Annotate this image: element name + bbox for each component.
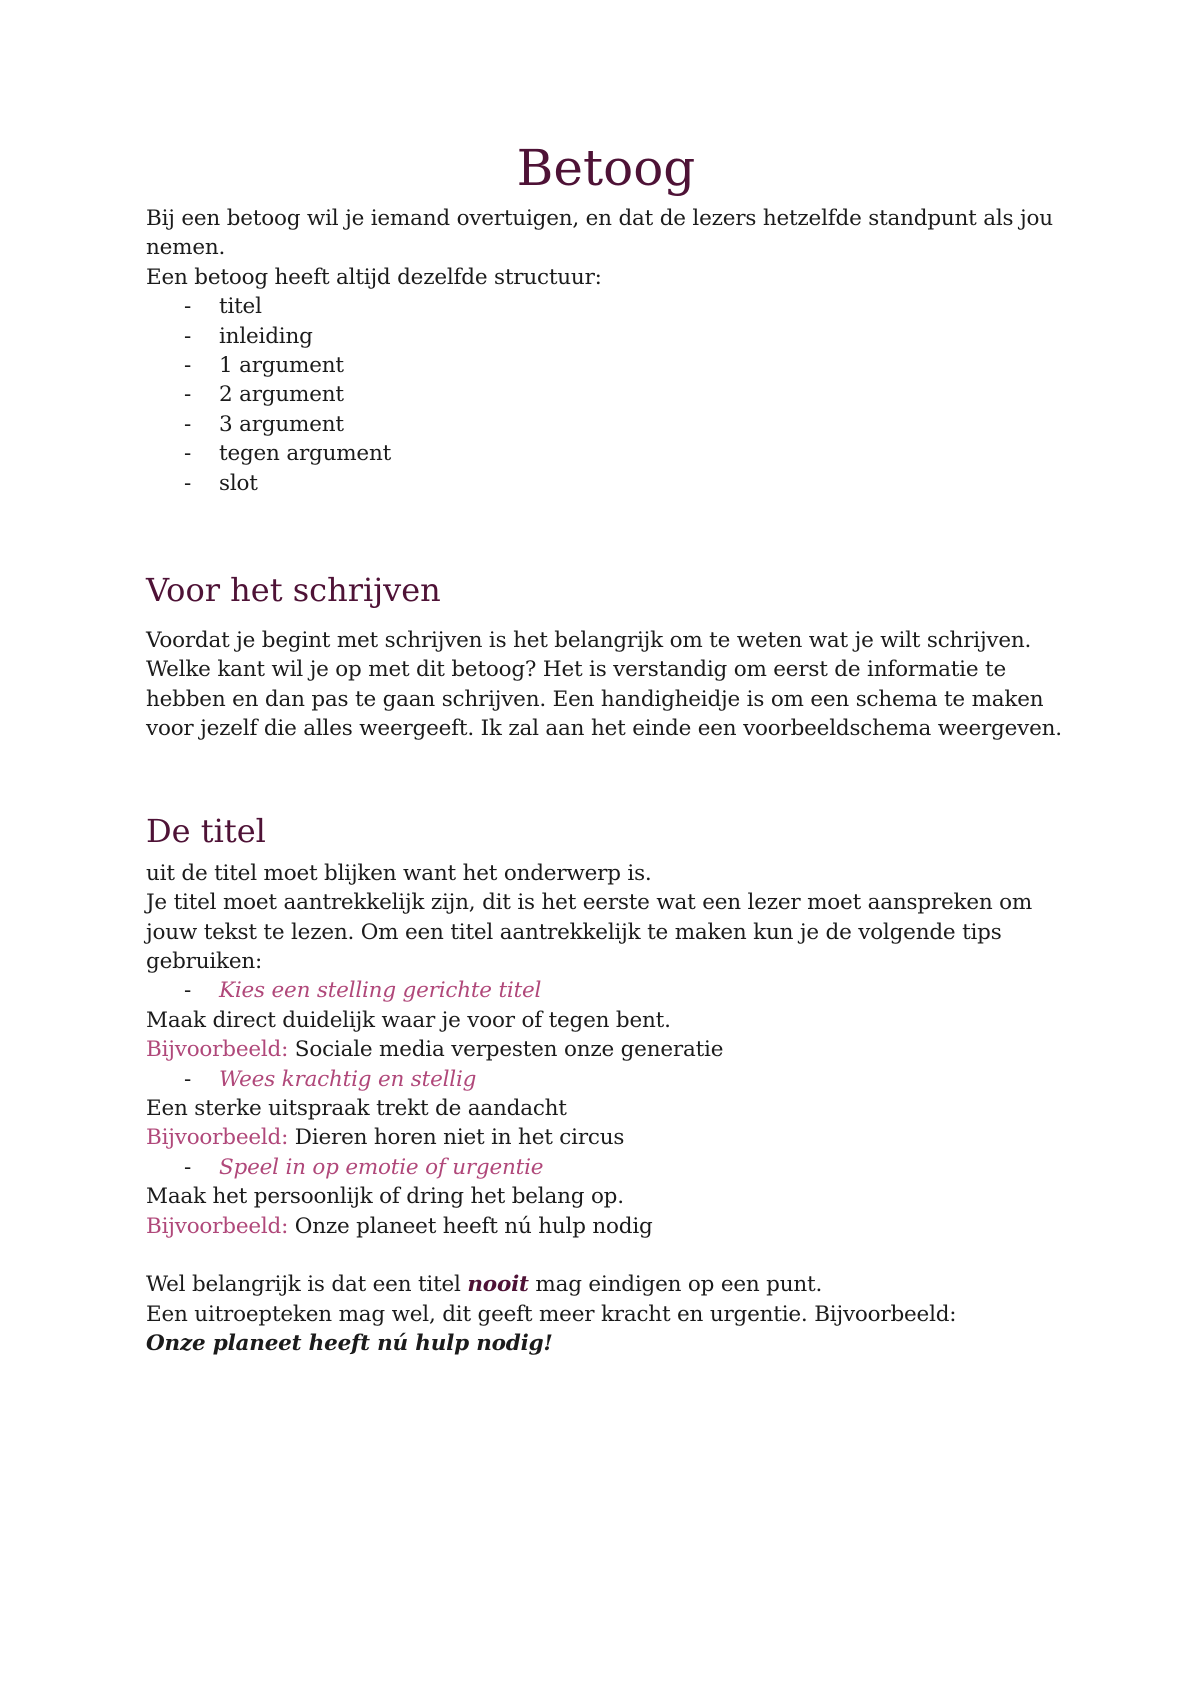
list-item [146,439,1066,468]
tip-list-2 [146,1065,1066,1094]
note-text-before: Wel belangrijk is dat een titel [146,1272,468,1298]
dash-bullet: - [184,382,192,408]
blank-line [146,1241,1066,1270]
list-item [146,292,1066,321]
structure-intro: Een betoog heeft altijd dezelfde structuur: [146,264,602,290]
dash-bullet: - [184,441,192,467]
example-text: Dieren horen niet in het circus [288,1125,625,1151]
list-item-text: titel [219,294,262,320]
document-page [146,138,1066,1359]
exclaim-line: Een uitroepteken mag wel, dit geeft meer kracht en urgentie. Bijvoorbeeld: [146,1301,957,1327]
example-label: Bijvoorbeeld: [146,1037,289,1063]
dash-bullet: - [184,978,192,1004]
list-item [146,469,1066,498]
tip-list-1 [146,976,1066,1005]
list-item [146,351,1066,380]
tip-item [146,976,1066,1005]
dash-bullet: - [184,411,192,437]
tip-explanation: Maak direct duidelijk waar je voor of tegen bent. [146,1007,671,1033]
dash-bullet: - [184,353,192,379]
note-emphasis: nooit [467,1272,529,1298]
list-item-text: 1 argument [219,353,344,379]
dash-bullet: - [184,1066,192,1092]
example-label: Bijvoorbeeld: [146,1213,289,1239]
dash-bullet: - [184,1154,192,1180]
example-label: Bijvoorbeeld: [146,1125,289,1151]
list-item-text: inleiding [219,323,313,349]
list-item [146,322,1066,351]
list-item-text: tegen argument [219,441,392,467]
tip-text: Wees krachtig en stellig [219,1066,477,1092]
tip-text: Kies een stelling gerichte titel [219,978,542,1004]
tip-example [146,1212,1066,1241]
final-example: Onze planeet heeft nú hulp nodig! [146,1331,553,1357]
list-item [146,410,1066,439]
structure-list [146,292,1066,498]
titel-line-2: Je titel moet aantrekkelijk zijn, dit is het eerste wat een lezer moet aanspreken om jouw tekst te lezen. Om een titel aantrekkelijk te maken kun je de volgende tips gebruiken: [146,890,1033,974]
dash-bullet: - [184,470,192,496]
tip-explanation: Een sterke uitspraak trekt de aandacht [146,1095,567,1121]
document-title: Betoog [516,139,696,197]
section-paragraph: Voordat je begint met schrijven is het belangrijk om te weten wat je wilt schrijven. Welke kant wil je op met dit betoog? Het is verstandig om eerst de informatie te hebben en dan pas te gaan schrijven. Een handigheidje is om een schema te maken voor jezelf die alles weergeeft. Ik zal aan het einde een voorbeeldschema weergeven. [146,628,1062,742]
tip-item [146,1153,1066,1182]
note-text-after: mag eindigen op een punt. [528,1272,823,1298]
section-heading-de-titel: De titel [146,811,266,850]
list-item [146,380,1066,409]
titel-line-1: uit de titel moet blijken want het onderwerp is. [146,860,652,886]
example-text: Onze planeet heeft nú hulp nodig [288,1213,653,1239]
dash-bullet: - [184,323,192,349]
tip-example [146,1123,1066,1152]
list-item-text: 2 argument [219,382,344,408]
dash-bullet: - [184,294,192,320]
tip-explanation: Maak het persoonlijk of dring het belang op. [146,1184,624,1210]
list-item-text: 3 argument [219,411,344,437]
tip-example [146,1035,1066,1064]
tip-text: Speel in op emotie of urgentie [219,1154,544,1180]
example-text: Sociale media verpesten onze generatie [288,1037,724,1063]
section-heading-voor-het-schrijven: Voor het schrijven [146,571,441,610]
note-line [146,1270,1066,1299]
intro-paragraph: Bij een betoog wil je iemand overtuigen, en dat de lezers hetzelfde standpunt als jou nemen. [146,206,1053,261]
tip-list-3 [146,1153,1066,1182]
tip-item [146,1065,1066,1094]
list-item-text: slot [219,470,258,496]
